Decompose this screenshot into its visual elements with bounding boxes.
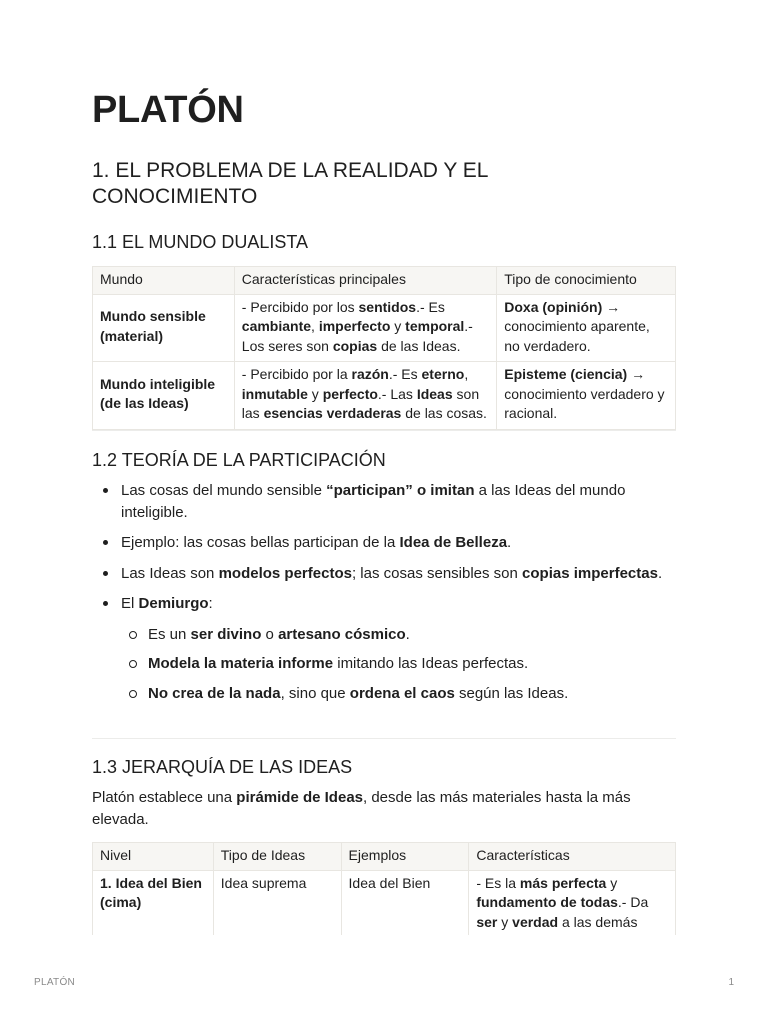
- bold-text: Episteme (ciencia): [504, 366, 628, 382]
- bold-text: Doxa (opinión): [504, 298, 603, 315]
- row-label: Mundo inteligible (de las Ideas): [93, 362, 235, 430]
- bold-text: inmutable: [241, 385, 308, 402]
- column-header: Características principales: [234, 267, 496, 295]
- row-label: Mundo sensible (material): [93, 294, 235, 362]
- table-mundo-dualista: [92, 266, 676, 430]
- table-row: [93, 294, 676, 362]
- divider: [92, 738, 676, 739]
- list-item: El Demiurgo:: [92, 593, 676, 615]
- bold-text: esencias verdaderas: [263, 405, 402, 421]
- bold-text: verdad: [512, 913, 559, 930]
- list-item: Las Ideas son modelos perfectos; las cosas sensibles son copias imperfectas.: [92, 563, 676, 585]
- list-item: Las cosas del mundo sensible “participan” o imitan a las Ideas del mundo inteligible.: [92, 480, 676, 523]
- table-jerarquia: [92, 842, 676, 935]
- bold-text: No crea de la nada: [148, 684, 281, 702]
- column-header: Ejemplos: [341, 843, 469, 871]
- column-header: Mundo: [93, 267, 235, 295]
- document-title: PLATÓN: [92, 89, 244, 131]
- divider: [92, 430, 676, 431]
- row-label: 1. Idea del Bien (cima): [93, 870, 214, 935]
- sub-list-item: Es un ser divino o artesano cósmico.: [92, 624, 676, 646]
- table-cell: - Percibido por la razón.- Es eterno, inmutable y perfecto.- Las Ideas son las esencias verdaderas de las cosas.: [234, 362, 496, 430]
- bold-text: fundamento de todas: [476, 894, 618, 910]
- bold-text: cambiante: [241, 318, 312, 334]
- bold-text: eterno: [421, 366, 465, 382]
- table-row: [93, 870, 676, 935]
- bold-text: Modela la materia informe: [148, 655, 334, 672]
- table-cell: Idea suprema: [213, 870, 341, 935]
- heading-jerarquia: 1.3 JERARQUÍA DE LAS IDEAS: [92, 757, 353, 777]
- jerarquia-intro: Platón establece una pirámide de Ideas, desde las más materiales hasta la más elevada.: [92, 789, 631, 828]
- bold-text: razón: [351, 366, 389, 382]
- column-header: Nivel: [93, 843, 214, 871]
- table-cell: - Es la más perfecta y fundamento de todas.- Da ser y verdad a las demás: [469, 870, 676, 935]
- bold-text: sentidos: [358, 298, 417, 315]
- bold-text: imperfecto: [318, 318, 391, 334]
- column-header: Tipo de conocimiento: [497, 267, 676, 295]
- table-cell: - Percibido por los sentidos.- Es cambiante, imperfecto y temporal.- Los seres son copias de las Ideas.: [234, 294, 496, 362]
- footer-label: PLATÓN: [34, 977, 76, 988]
- bold-text: copias: [332, 337, 378, 354]
- heading-mundo-dualista: 1.1 EL MUNDO DUALISTA: [92, 232, 309, 252]
- bold-text: modelos perfectos: [218, 564, 352, 582]
- participacion-list: [92, 480, 676, 712]
- table-row: [93, 362, 676, 430]
- table-clip: [92, 842, 676, 935]
- bold-text: ordena el caos: [349, 684, 455, 702]
- table-cell: Episteme (ciencia) → conocimiento verdadero y racional.: [497, 362, 676, 430]
- bold-text: artesano cósmico: [278, 625, 406, 643]
- page-number: 1: [728, 977, 734, 988]
- sub-list-item: No crea de la nada, sino que ordena el caos según las Ideas.: [92, 683, 676, 705]
- sub-list-item: Modela la materia informe imitando las Ideas perfectas.: [92, 653, 676, 675]
- bold-text: ser divino: [190, 625, 262, 643]
- column-header: Tipo de Ideas: [213, 843, 341, 871]
- bold-text: Demiurgo: [138, 595, 209, 612]
- bold-text: más perfecta: [519, 874, 607, 891]
- table-header-row: [93, 843, 676, 871]
- column-header: Características: [469, 843, 676, 871]
- bold-text: ser: [476, 913, 498, 930]
- bold-text: perfecto: [322, 385, 378, 402]
- table-cell: Doxa (opinión) → conocimiento aparente, no verdadero.: [497, 294, 676, 362]
- bold-text: temporal: [405, 318, 465, 334]
- bold-text: Ideas: [416, 385, 453, 402]
- bold-text: “participan” o imitan: [326, 482, 475, 499]
- table-header-row: [93, 267, 676, 295]
- bold-text: copias imperfectas: [522, 564, 658, 582]
- section-title: 1. EL PROBLEMA DE LA REALIDAD Y EL CONOCIMIENTO: [92, 159, 488, 208]
- heading-participacion: 1.2 TEORÍA DE LA PARTICIPACIÓN: [92, 450, 386, 470]
- list-item: Ejemplo: las cosas bellas participan de la Idea de Belleza.: [92, 532, 676, 554]
- bold-text: Idea de Belleza: [399, 534, 508, 551]
- table-cell: Idea del Bien: [341, 870, 469, 935]
- bold-text: pirámide de Ideas: [236, 789, 363, 806]
